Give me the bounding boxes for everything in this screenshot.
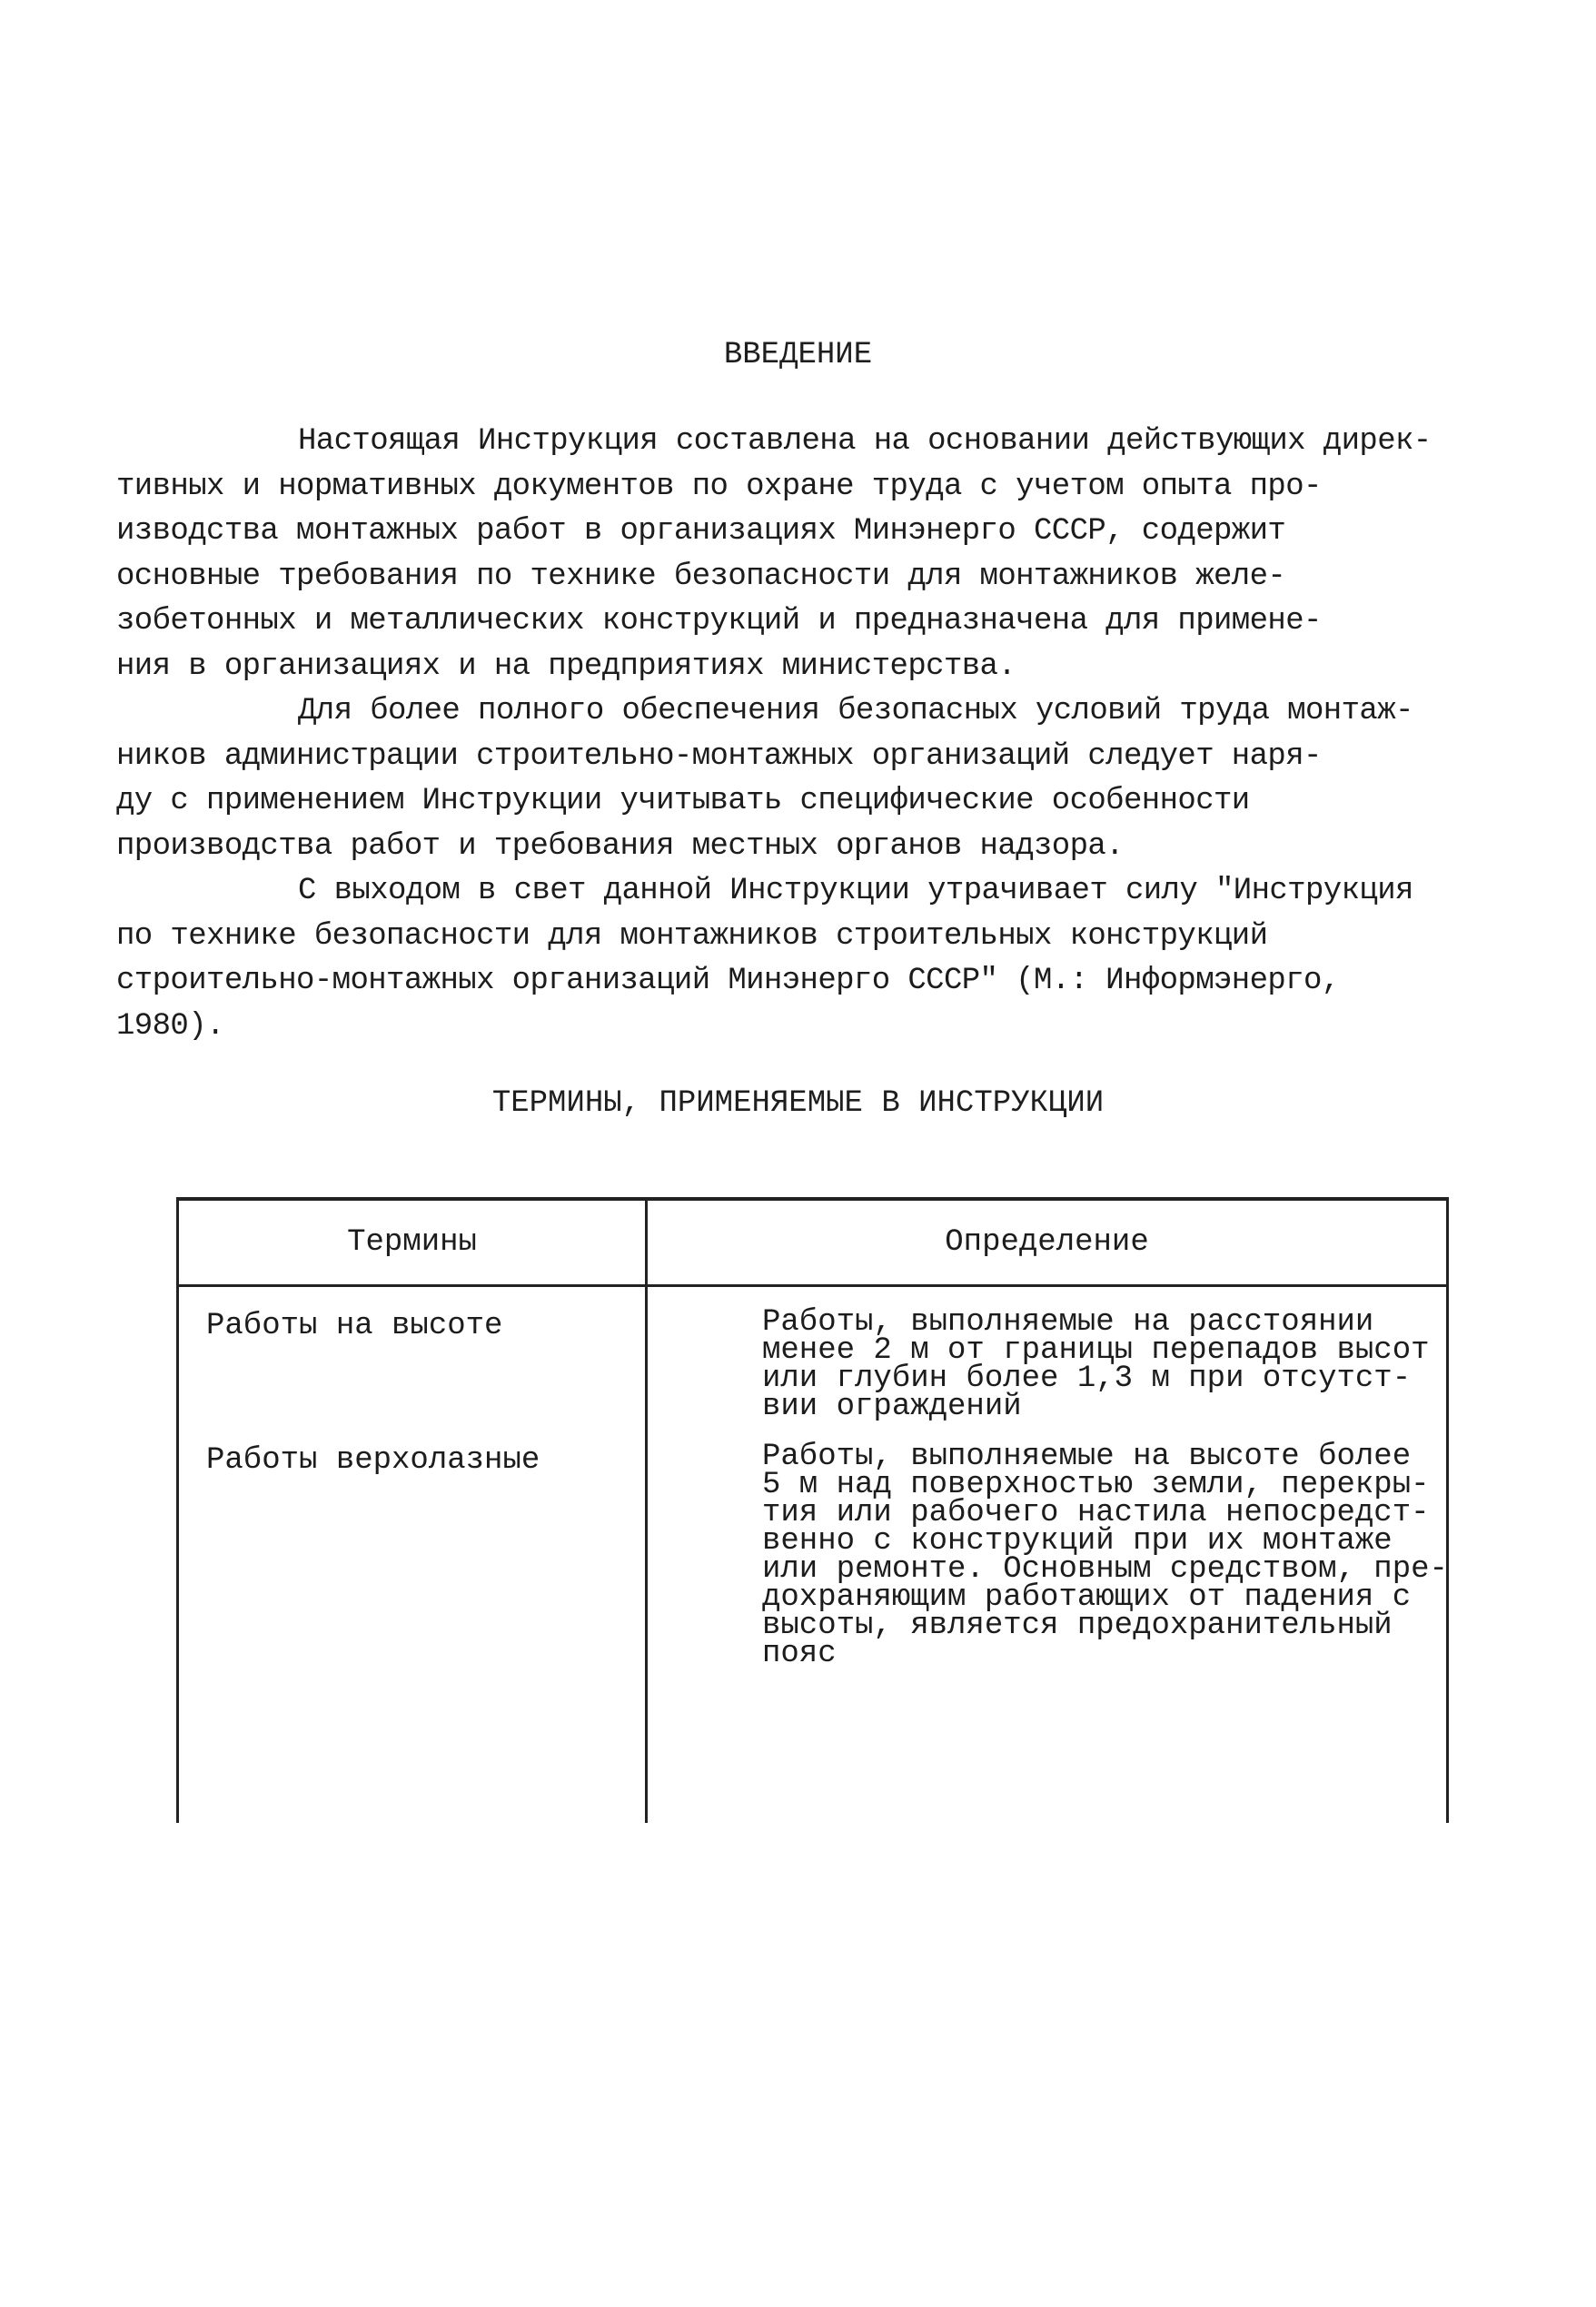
term-text: Работы на высоте xyxy=(206,1309,503,1343)
definition-cell xyxy=(647,1286,1448,1422)
text-line: основные требования по технике безопасности для монтажников желе- xyxy=(116,559,1286,594)
text-line: по технике безопасности для монтажников строительных конструкций xyxy=(116,918,1268,954)
definition-line: дохраняющим работающих от падения с xyxy=(762,1580,1412,1615)
definition-line: Работы, выполняемые на расстоянии xyxy=(762,1305,1374,1340)
text-line: ников администрации строительно-монтажных организаций следует наря- xyxy=(116,738,1322,774)
intro-text xyxy=(116,420,1442,1049)
text-line: тивных и нормативных документов по охране труда с учетом опыта про- xyxy=(116,469,1322,504)
empty-cell xyxy=(647,1668,1448,1823)
text-line: ния в организациях и на предприятиях министерства. xyxy=(116,649,1016,684)
terms-table xyxy=(176,1197,1449,1823)
intro-title: ВВЕДЕНИЕ xyxy=(723,338,873,372)
definition-line: Работы, выполняемые на высоте более xyxy=(762,1440,1412,1474)
definition-cell xyxy=(647,1421,1448,1671)
intro-paragraph-1 xyxy=(116,420,1442,689)
table-row xyxy=(178,1286,1448,1422)
intro-paragraph-2 xyxy=(116,689,1442,869)
text-line: строительно-монтажных организаций Минэнерго СССР" (М.: Информэнерго, xyxy=(116,964,1340,998)
definition-line: пояс xyxy=(762,1637,837,1671)
text-line: С выходом в свет данной Инструкции утрачивает силу "Инструкция xyxy=(298,874,1413,908)
text-line: ду с применением Инструкции учитывать специфические особенности xyxy=(116,784,1250,818)
table-header-row xyxy=(178,1199,1448,1286)
term-text: Работы верхолазные xyxy=(206,1443,540,1478)
text-line: Для более полного обеспечения безопасных условий труда монтаж- xyxy=(298,694,1413,728)
definition-line: венно с конструкций при их монтаже xyxy=(762,1524,1393,1559)
table-row xyxy=(178,1421,1448,1668)
empty-cell xyxy=(178,1668,647,1823)
table-empty-row xyxy=(178,1668,1448,1823)
text-line: изводства монтажных работ в организациях Минэнерго СССР, содержит xyxy=(116,514,1286,549)
intro-paragraph-3 xyxy=(116,869,1442,1049)
text-line: зобетонных и металлических конструкций и предназначена для примене- xyxy=(116,604,1322,639)
terms-title: ТЕРМИНЫ, ПРИМЕНЯЕМЫЕ В ИНСТРУКЦИИ xyxy=(491,1086,1105,1121)
header-definition: Определение xyxy=(647,1199,1448,1286)
term-cell xyxy=(178,1421,647,1668)
definition-line: менее 2 м от границы перепадов высот xyxy=(762,1333,1430,1368)
text-line: производства работ и требования местных органов надзора. xyxy=(116,828,1124,864)
definition-text xyxy=(648,1287,1446,1424)
definition-line: тия или рабочего настила непосредст- xyxy=(762,1496,1430,1530)
definition-line: или глубин более 1,3 м при отсутст- xyxy=(762,1361,1412,1396)
header-term: Термины xyxy=(178,1199,647,1286)
terms-table-container xyxy=(176,1197,1446,2307)
definition-line: или ремонте. Основным средством, пре- xyxy=(762,1552,1448,1587)
definition-text xyxy=(648,1421,1448,1671)
text-line: 1980). xyxy=(116,1008,224,1044)
definition-line: вии ограждений xyxy=(762,1390,1022,1424)
definition-line: высоты, является предохранительный xyxy=(762,1609,1393,1643)
text-line: Настоящая Инструкция составлена на основании действующих дирек- xyxy=(298,424,1432,459)
term-cell xyxy=(178,1286,647,1422)
definition-line: 5 м над поверхностью земли, перекры- xyxy=(762,1468,1430,1502)
